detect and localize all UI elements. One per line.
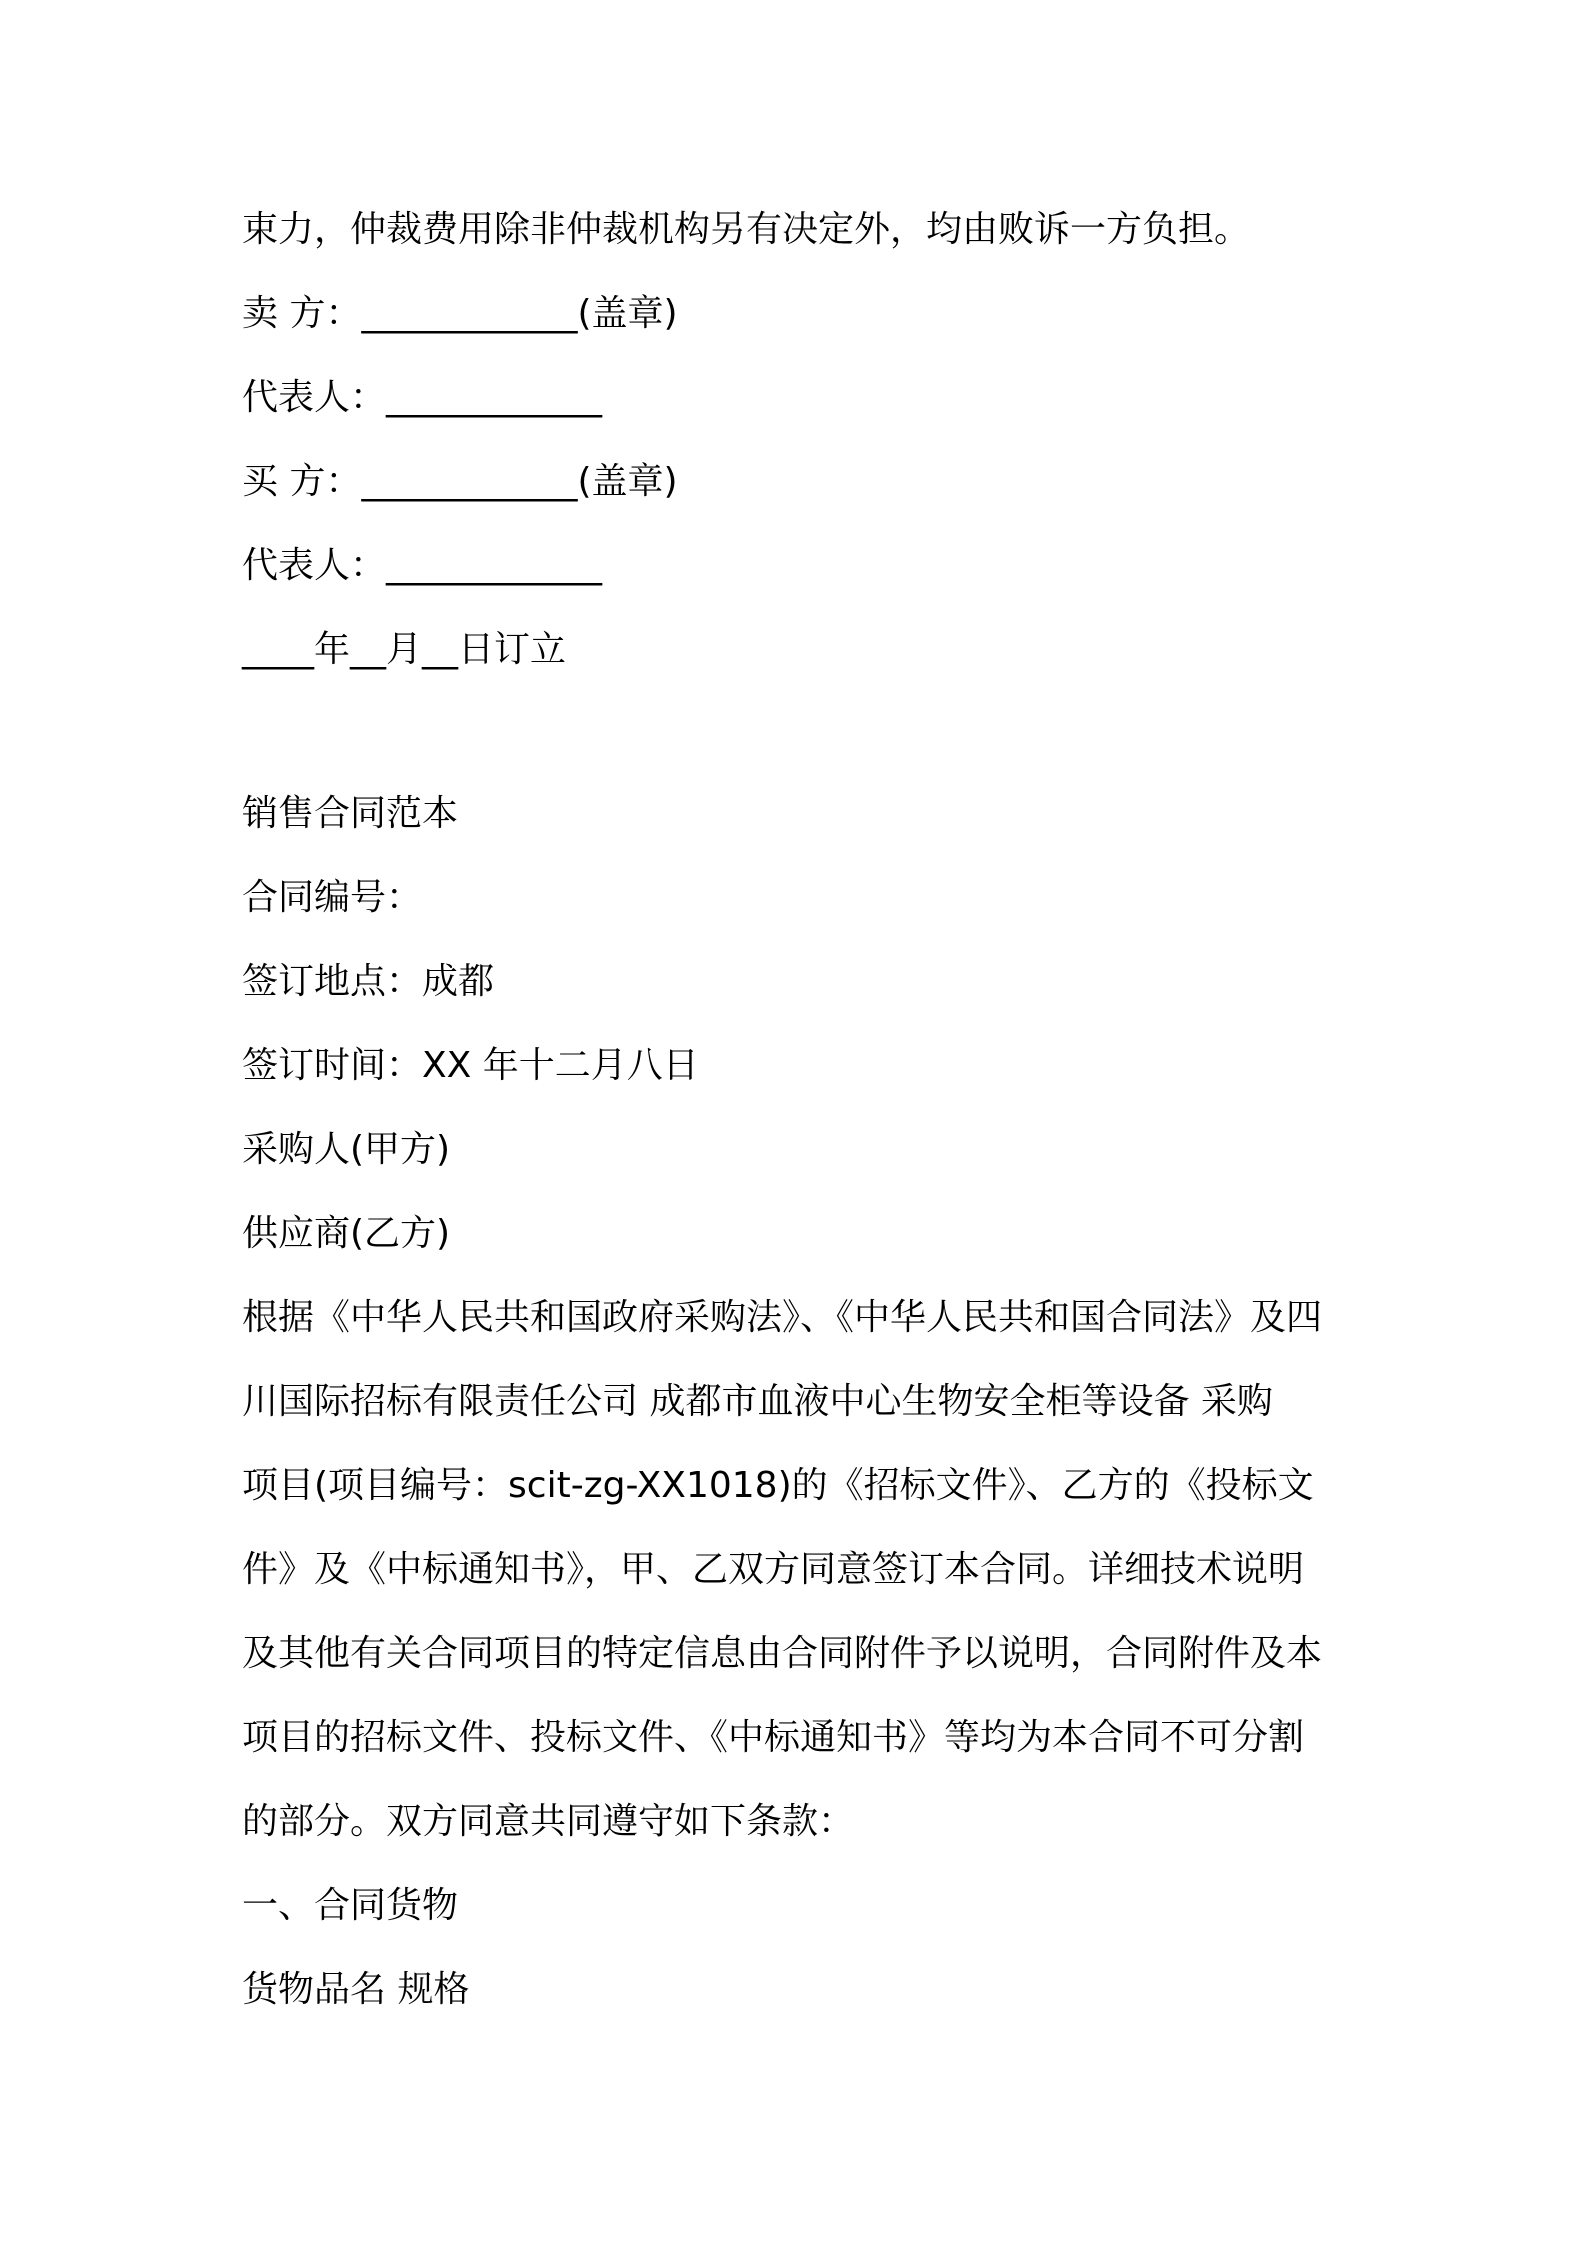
seller-representative-line: 代表人：____________ xyxy=(242,377,603,418)
buyer-representative-line: 代表人：____________ xyxy=(242,545,603,586)
seller-signature-line: 卖 方：____________(盖章) xyxy=(242,293,678,334)
text-line-arbitration: 束力，仲裁费用除非仲裁机构另有决定外，均由败诉一方负担。 xyxy=(242,209,1251,250)
signing-place: 签订地点：成都 xyxy=(242,961,495,1002)
paragraph-line-6: 项目的招标文件、投标文件、《中标通知书》等均为本合同不可分割 xyxy=(242,1717,1305,1758)
paragraph-line-2: 川国际招标有限责任公司 成都市血液中心生物安全柜等设备 采购 xyxy=(242,1381,1273,1422)
section-heading: 一、合同货物 xyxy=(242,1885,459,1926)
buyer-party: 采购人(甲方) xyxy=(242,1129,451,1170)
paragraph-line-5: 及其他有关合同项目的特定信息由合同附件予以说明，合同附件及本 xyxy=(242,1633,1323,1674)
paragraph-line-1: 根据《中华人民共和国政府采购法》、《中华人民共和国合同法》及四 xyxy=(242,1297,1323,1338)
paragraph-line-4: 件》及《中标通知书》，甲、乙双方同意签订本合同。详细技术说明 xyxy=(242,1549,1305,1590)
paragraph-line-7: 的部分。双方同意共同遵守如下条款： xyxy=(242,1801,855,1842)
goods-header: 货物品名 规格 xyxy=(242,1969,470,2010)
date-line: ____年__月__日订立 xyxy=(242,629,567,670)
contract-number: 合同编号： xyxy=(242,877,423,918)
paragraph-line-3: 项目(项目编号：scit-zg-XX1018)的《招标文件》、乙方的《投标文 xyxy=(242,1465,1314,1506)
buyer-signature-line: 买 方：____________(盖章) xyxy=(242,461,678,502)
signing-time: 签订时间：XX 年十二月八日 xyxy=(242,1045,699,1086)
supplier-party: 供应商(乙方) xyxy=(242,1213,451,1254)
document-title: 销售合同范本 xyxy=(242,793,459,834)
